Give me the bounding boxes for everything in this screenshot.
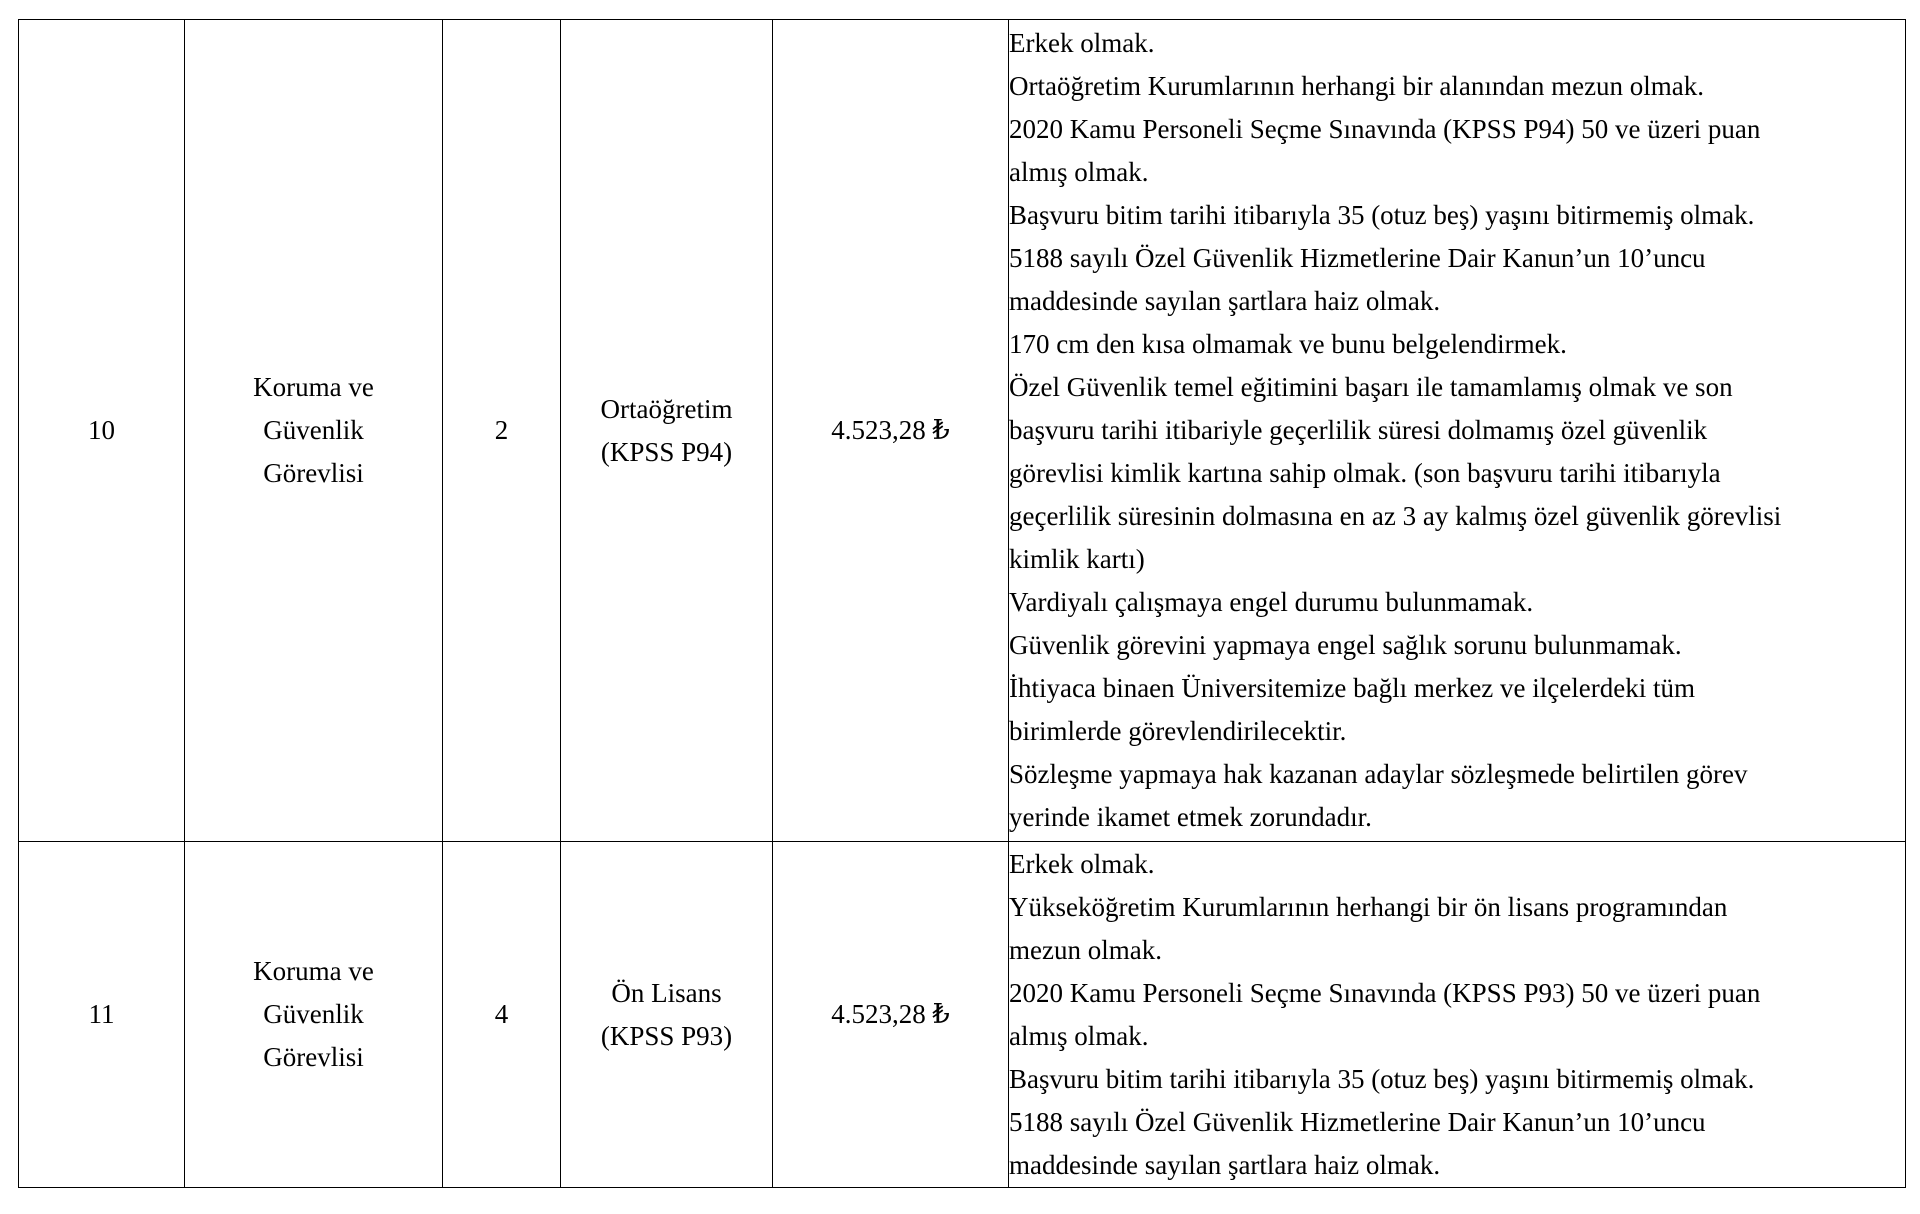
position-line: Güvenlik [263,999,364,1029]
requirement-line: 2020 Kamu Personeli Seçme Sınavında (KPSS P94) 50 ve üzeri puan [1009,114,1761,144]
education-cell [561,20,773,842]
row-number-cell: 10 [19,20,185,842]
requirement-line: geçerlilik süresinin dolmasına en az 3 ay kalmış özel güvenlik görevlisi [1009,501,1782,531]
position-line: Koruma ve [253,372,374,402]
requirement-line: birimlerde görevlendirilecektir. [1009,716,1347,746]
requirement-line: görevlisi kimlik kartına sahip olmak. (son başvuru tarihi itibarıyla [1009,458,1721,488]
requirement-line: Erkek olmak. [1009,28,1155,58]
requirements-cell [1009,20,1906,842]
table-row [19,20,1906,842]
position-line: Koruma ve [253,956,374,986]
requirement-line: 5188 sayılı Özel Güvenlik Hizmetlerine Dair Kanun’un 10’uncu [1009,243,1706,273]
count-cell: 4 [443,842,561,1188]
requirement-line: maddesinde sayılan şartlara haiz olmak. [1009,286,1441,316]
requirement-line: Yükseköğretim Kurumlarının herhangi bir ön lisans programından [1009,891,1728,922]
requirement-line: mezun olmak. [1009,934,1162,965]
position-line: Güvenlik [263,415,364,445]
position-cell [185,842,443,1188]
education-line: (KPSS P94) [600,436,733,467]
education-line: (KPSS P93) [600,1020,733,1051]
salary-cell: 4.523,28 ₺ [773,842,1009,1188]
requirement-line: yerinde ikamet etmek zorundadır. [1009,802,1372,832]
requirement-line: Erkek olmak. [1009,848,1155,879]
position-line: Görevlisi [263,458,364,488]
position-cell [185,20,443,842]
requirement-line: 5188 sayılı Özel Güvenlik Hizmetlerine Dair Kanun’un 10’uncu [1009,1106,1706,1137]
requirement-line: İhtiyaca binaen Üniversitemize bağlı merkez ve ilçelerdeki tüm [1009,673,1695,703]
requirement-line: başvuru tarihi itibariyle geçerlilik süresi dolmamış özel güvenlik [1009,415,1708,445]
requirements-cell [1009,842,1906,1188]
job-listing-table [18,19,1906,1188]
requirement-line: Güvenlik görevini yapmaya engel sağlık sorunu bulunmamak. [1009,630,1682,660]
requirement-line: maddesinde sayılan şartlara haiz olmak. [1009,1149,1441,1180]
requirement-line: almış olmak. [1009,157,1149,187]
education-line: Ortaöğretim [600,393,733,424]
education-cell [561,842,773,1188]
requirement-line: Vardiyalı çalışmaya engel durumu bulunmamak. [1009,587,1534,617]
requirement-line: Başvuru bitim tarihi itibarıyla 35 (otuz beş) yaşını bitirmemiş olmak. [1009,1063,1755,1094]
requirement-line: 2020 Kamu Personeli Seçme Sınavında (KPSS P93) 50 ve üzeri puan [1009,977,1761,1008]
count-cell: 2 [443,20,561,842]
salary-cell: 4.523,28 ₺ [773,20,1009,842]
requirement-line: Başvuru bitim tarihi itibarıyla 35 (otuz beş) yaşını bitirmemiş olmak. [1009,200,1755,230]
requirement-line: kimlik kartı) [1009,544,1145,574]
requirement-line: Ortaöğretim Kurumlarının herhangi bir alanından mezun olmak. [1009,71,1705,101]
requirement-line: 170 cm den kısa olmamak ve bunu belgelendirmek. [1009,329,1567,359]
table-row [19,842,1906,1188]
education-line: Ön Lisans [611,977,722,1008]
row-number-cell: 11 [19,842,185,1188]
requirement-line: Özel Güvenlik temel eğitimini başarı ile tamamlamış olmak ve son [1009,372,1733,402]
position-line: Görevlisi [263,1042,364,1072]
requirement-line: almış olmak. [1009,1020,1149,1051]
requirement-line: Sözleşme yapmaya hak kazanan adaylar sözleşmede belirtilen görev [1009,759,1748,789]
